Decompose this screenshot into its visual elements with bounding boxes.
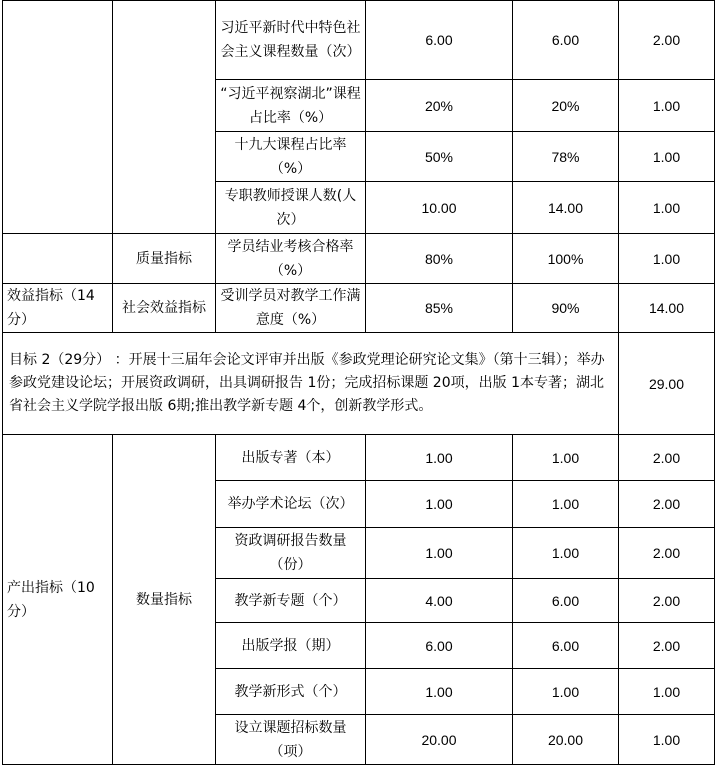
target-cell: 1.00 bbox=[366, 435, 513, 481]
score-cell: 1.00 bbox=[619, 715, 715, 765]
performance-table bbox=[2, 0, 715, 765]
score-cell: 2.00 bbox=[619, 1, 715, 80]
actual-cell: 20.00 bbox=[513, 715, 619, 765]
metric-cell: 教学新形式（个） bbox=[216, 669, 366, 715]
metric-cell: 设立课题招标数量（项） bbox=[216, 715, 366, 765]
metric-cell: 出版学报（期） bbox=[216, 623, 366, 669]
level2-cell: 质量指标 bbox=[113, 234, 216, 284]
target-cell: 85% bbox=[366, 284, 513, 333]
goal-description: 目标 2（29分） ：开展十三届年会论文评审并出版《参政党理论研究论文集》（第十三辑）；举办参政党建设论坛；开展资政调研，出具调研报告 1份；完成招标课题 20项，出版 1本专著；湖北省社会主义学院学报出版 6期;推出教学新专题 4个，创新教学形式。 bbox=[3, 333, 619, 435]
level2-cell: 社会效益指标 bbox=[113, 284, 216, 333]
level1-cell: 效益指标（14分） bbox=[3, 284, 113, 333]
actual-cell: 1.00 bbox=[513, 481, 619, 528]
metric-cell: 资政调研报告数量（份） bbox=[216, 528, 366, 579]
target-cell: 6.00 bbox=[366, 1, 513, 80]
goal-score: 29.00 bbox=[619, 333, 715, 435]
table-row bbox=[3, 1, 715, 80]
actual-cell: 6.00 bbox=[513, 579, 619, 623]
score-cell: 1.00 bbox=[619, 669, 715, 715]
target-cell: 1.00 bbox=[366, 481, 513, 528]
actual-cell: 90% bbox=[513, 284, 619, 333]
score-cell: 14.00 bbox=[619, 284, 715, 333]
table-row bbox=[3, 234, 715, 284]
target-cell: 1.00 bbox=[366, 669, 513, 715]
score-cell: 2.00 bbox=[619, 481, 715, 528]
target-cell: 4.00 bbox=[366, 579, 513, 623]
actual-cell: 78% bbox=[513, 132, 619, 182]
metric-cell: 受训学员对教学工作满意度（%） bbox=[216, 284, 366, 333]
metric-cell: “习近平视察湖北”课程占比率（%） bbox=[216, 80, 366, 132]
level1-cell-empty bbox=[3, 1, 113, 234]
level1-cell-empty bbox=[3, 234, 113, 284]
target-cell: 20% bbox=[366, 80, 513, 132]
actual-cell: 6.00 bbox=[513, 623, 619, 669]
score-cell: 2.00 bbox=[619, 623, 715, 669]
actual-cell: 1.00 bbox=[513, 528, 619, 579]
level2-cell: 数量指标 bbox=[113, 435, 216, 765]
metric-cell: 十九大课程占比率（%） bbox=[216, 132, 366, 182]
metric-cell: 举办学术论坛（次） bbox=[216, 481, 366, 528]
score-cell: 1.00 bbox=[619, 234, 715, 284]
actual-cell: 6.00 bbox=[513, 1, 619, 80]
table-row bbox=[3, 435, 715, 481]
actual-cell: 14.00 bbox=[513, 182, 619, 234]
metric-cell: 教学新专题（个） bbox=[216, 579, 366, 623]
target-cell: 6.00 bbox=[366, 623, 513, 669]
goal-row bbox=[3, 333, 715, 435]
score-cell: 1.00 bbox=[619, 182, 715, 234]
target-cell: 80% bbox=[366, 234, 513, 284]
level1-cell: 产出指标（10分） bbox=[3, 435, 113, 765]
target-cell: 1.00 bbox=[366, 528, 513, 579]
target-cell: 10.00 bbox=[366, 182, 513, 234]
metric-cell: 习近平新时代中特色社会主义课程数量（次） bbox=[216, 1, 366, 80]
actual-cell: 1.00 bbox=[513, 435, 619, 481]
target-cell: 50% bbox=[366, 132, 513, 182]
metric-cell: 专职教师授课人数(人次） bbox=[216, 182, 366, 234]
score-cell: 1.00 bbox=[619, 80, 715, 132]
score-cell: 2.00 bbox=[619, 528, 715, 579]
score-cell: 2.00 bbox=[619, 579, 715, 623]
actual-cell: 100% bbox=[513, 234, 619, 284]
metric-cell: 出版专著（本） bbox=[216, 435, 366, 481]
actual-cell: 20% bbox=[513, 80, 619, 132]
metric-cell: 学员结业考核合格率（%） bbox=[216, 234, 366, 284]
actual-cell: 1.00 bbox=[513, 669, 619, 715]
level2-cell-empty bbox=[113, 1, 216, 234]
score-cell: 2.00 bbox=[619, 435, 715, 481]
target-cell: 20.00 bbox=[366, 715, 513, 765]
table-row bbox=[3, 284, 715, 333]
score-cell: 1.00 bbox=[619, 132, 715, 182]
